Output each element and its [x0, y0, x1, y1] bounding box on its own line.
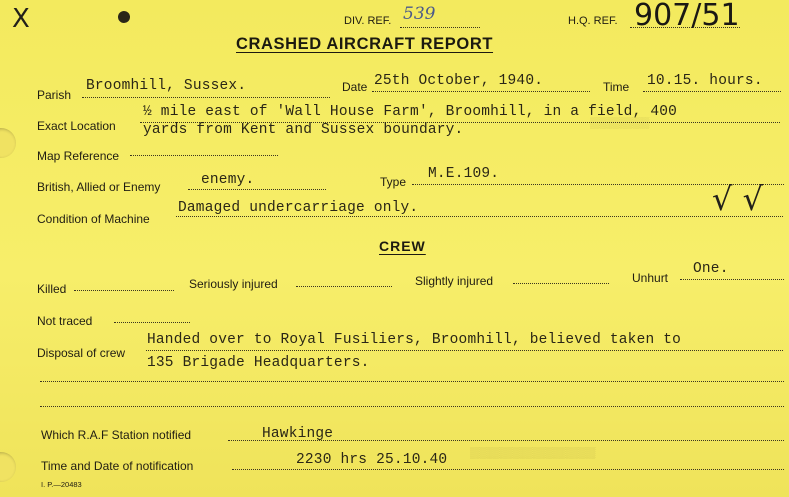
slightly-injured-label: Slightly injured: [415, 274, 494, 288]
punch-hole-bottom: [0, 452, 16, 482]
raf-station-value: Hawkinge: [262, 426, 334, 442]
killed-label: Killed: [37, 282, 67, 296]
type-label: Type: [380, 175, 407, 189]
map-reference-label: Map Reference: [37, 149, 120, 163]
parish-label: Parish: [37, 88, 72, 102]
raf-station-label: Which R.A.F Station notified: [41, 428, 192, 442]
seriously-injured-line: [296, 286, 392, 287]
time-line: [643, 91, 781, 92]
crew-heading: CREW: [379, 238, 426, 254]
time-value: 10.15. hours.: [647, 73, 763, 89]
div-ref-value: 539: [403, 4, 436, 24]
british-allied-enemy-line: [188, 189, 326, 190]
date-line: [372, 91, 590, 92]
report-title: CRASHED AIRCRAFT REPORT: [236, 35, 494, 53]
disposal-of-crew-line1: Handed over to Royal Fusiliers, Broomhill, believed taken to: [147, 332, 682, 348]
disposal-of-crew-label: Disposal of crew: [37, 346, 126, 360]
raf-station-line: [228, 440, 784, 441]
seriously-injured-label: Seriously injured: [189, 277, 278, 291]
div-ref-label: DIV. REF.: [344, 15, 392, 27]
unhurt-label: Unhurt: [632, 271, 669, 285]
crest-icon: [118, 11, 130, 23]
form-code: I. P.—20483: [41, 480, 82, 489]
british-allied-enemy-label: British, Allied or Enemy: [37, 180, 161, 194]
slightly-injured-line: [513, 283, 609, 284]
disposal-of-crew-line3-rule: [40, 406, 784, 407]
punch-hole-top: [0, 128, 16, 158]
unhurt-line: [680, 279, 784, 280]
condition-value: Damaged undercarriage only.: [178, 200, 419, 216]
parish-value: Broomhill, Sussex.: [86, 78, 247, 94]
disposal-of-crew-line2-rule: [40, 381, 784, 382]
killed-line: [74, 290, 174, 291]
condition-line: [176, 216, 783, 217]
condition-label: Condition of Machine: [37, 212, 150, 226]
exact-location-line2: yards from Kent and Sussex boundary.: [143, 122, 464, 138]
notification-time-date-line: [232, 469, 784, 470]
hq-ref-line: [630, 27, 740, 28]
exact-location-label: Exact Location: [37, 119, 116, 133]
map-reference-line: [130, 155, 278, 156]
type-value: M.E.109.: [428, 166, 500, 182]
disposal-of-crew-line2: 135 Brigade Headquarters.: [147, 355, 370, 371]
time-label: Time: [603, 80, 630, 94]
show-through-text: ▒▒▒▒▒▒▒▒▒▒▒▒▒▒▒▒▒▒▒: [470, 448, 596, 460]
not-traced-line: [114, 322, 190, 323]
hq-ref-value: 907/51: [634, 0, 740, 33]
date-value: 25th October, 1940.: [374, 73, 544, 89]
exact-location-line1: ½ mile east of 'Wall House Farm', Broomhill, in a field, 400: [143, 104, 678, 120]
hq-ref-label: H.Q. REF.: [568, 15, 618, 27]
notification-time-date-value: 2230 hrs 25.10.40: [296, 452, 448, 468]
div-ref-line: [400, 27, 480, 28]
show-through-text: ▒▒▒▒▒▒▒▒▒: [590, 118, 650, 130]
notification-time-date-label: Time and Date of notification: [41, 459, 194, 473]
date-label: Date: [342, 80, 368, 94]
parish-line: [82, 97, 330, 98]
corner-mark: X: [12, 4, 30, 34]
disposal-of-crew-line1-rule: [146, 350, 783, 351]
not-traced-label: Not traced: [37, 314, 93, 328]
tick-mark: √ √: [712, 180, 763, 218]
british-allied-enemy-value: enemy.: [201, 172, 255, 188]
unhurt-value: One.: [693, 261, 729, 277]
